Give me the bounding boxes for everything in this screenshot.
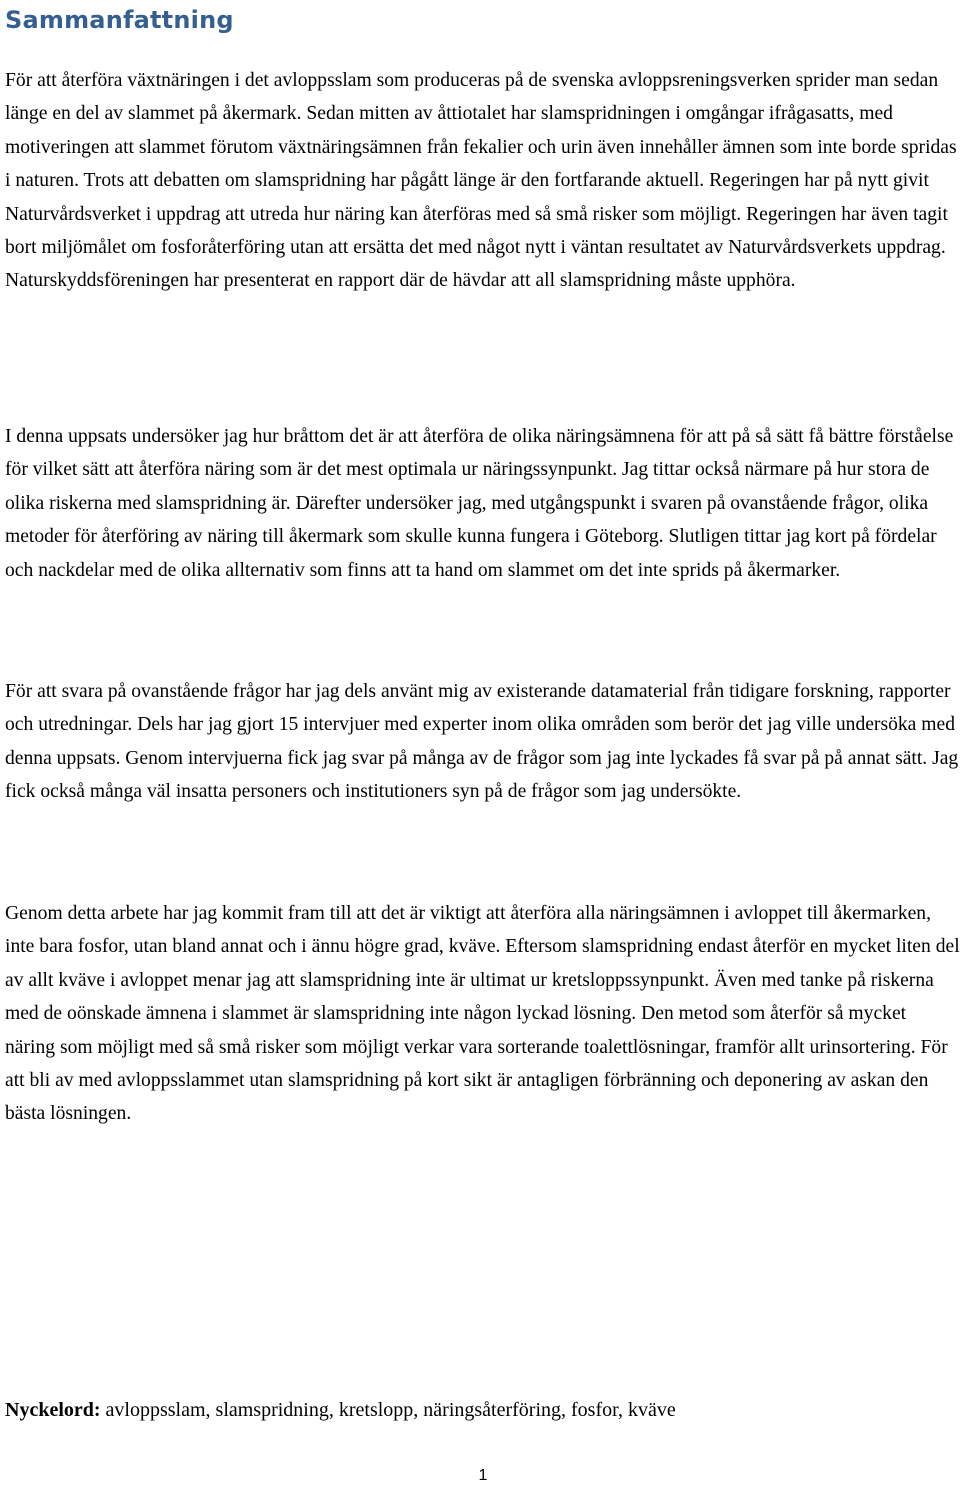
keywords-text: avloppsslam, slamspridning, kretslopp, näringsåterföring, fosfor, kväve <box>100 1399 676 1421</box>
page-heading: Sammanfattning <box>5 6 234 34</box>
summary-paragraph-2: I denna uppsats undersöker jag hur bråttom det är att återföra de olika näringsämnena för att på så sätt få bättre förståelse för vilket sätt att återföra näring som är det mest optimala ur näringssynpunkt. Jag tittar också närmare på hur stora de olika riskerna med slamspridning är. Därefter undersöker jag, med utgångspunkt i svaren på ovanstående frågor, olika metoder för återföring av näring till åkermark som skulle kunna fungera i Göteborg. Slutligen tittar jag kort på fördelar och nackdelar med de olika allternativ som finns att ta hand om slammet om det inte sprids på åkermarker. <box>5 426 954 581</box>
summary-paragraph-3: För att svara på ovanstående frågor har jag dels använt mig av existerande datamaterial från tidigare forskning, rapporter och utredningar. Dels har jag gjort 15 intervjuer med experter inom olika områden som berör det jag ville undersöka med denna uppsats. Genom intervjuerna fick jag svar på många av de frågor som jag inte lyckades få svar på på annat sätt. Jag fick också många väl insatta personers och institutioners syn på de frågor som jag undersökte. <box>5 681 959 803</box>
keywords-label: Nyckelord: <box>5 1399 101 1421</box>
page-number: 1 <box>478 1467 488 1484</box>
summary-paragraph-1: För att återföra växtnäringen i det avloppsslam som produceras på de svenska avloppsreningsverken sprider man sedan länge en del av slammet på åkermark. Sedan mitten av åttiotalet har slamspridningen i omgångar ifrågasatts, med motiveringen att slammet förutom växtnäringsämnen från fekalier och urin även innehåller ämnen som inte borde spridas i naturen. Trots att debatten om slamspridning har pågått länge är den fortfarande aktuell. Regeringen har på nytt givit Naturvårdsverket i uppdrag att utreda hur näring kan återföras med så små risker som möjligt. Regeringen har även tagit bort miljömålet om fosforåterföring utan att ersätta det med något nytt i väntan resultatet av Naturvårdsverkets uppdrag. Naturskyddsföreningen har presenterat en rapport där de hävdar att all slamspridning måste upphöra. <box>5 70 957 292</box>
summary-paragraph-4: Genom detta arbete har jag kommit fram till att det är viktigt att återföra alla näringsämnen i avloppet till åkermarken, inte bara fosfor, utan bland annat och i ännu högre grad, kväve. Eftersom slamspridning endast återför en mycket liten del av allt kväve i avloppet menar jag att slamspridning inte är ultimat ur kretsloppssynpunkt. Även med tanke på riskerna med de oönskade ämnena i slammet är slamspridning inte någon lyckad lösning. Den metod som återför så mycket näring som möjligt med så små risker som möjligt verkar vara sorterande toalettlösningar, framför allt urinsortering. För att bli av med avloppsslammet utan slamspridning på kort sikt är antagligen förbränning och deponering av askan den bästa lösningen. <box>5 903 960 1125</box>
keywords-line <box>5 1393 955 1427</box>
